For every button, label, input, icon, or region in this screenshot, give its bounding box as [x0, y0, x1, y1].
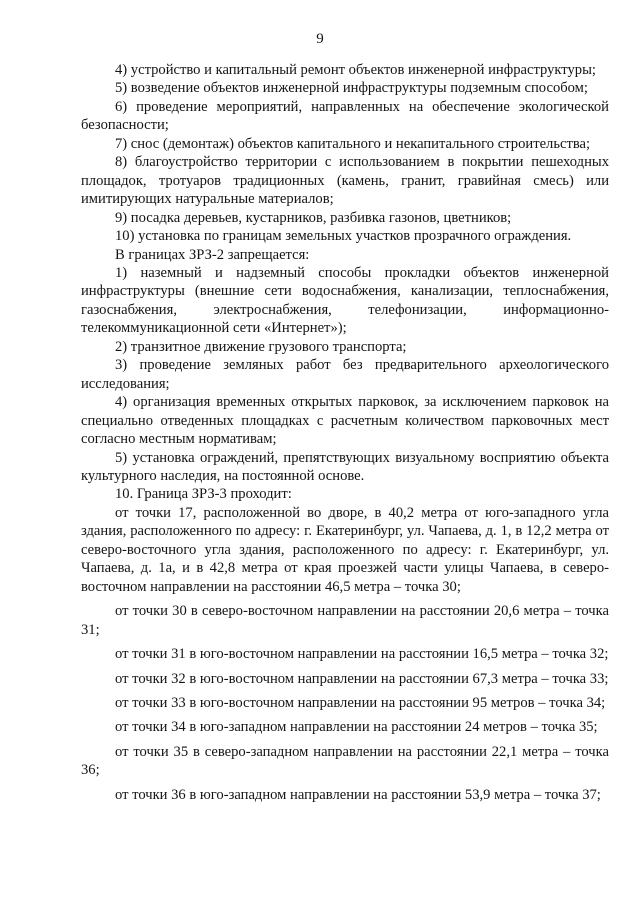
paragraph-zrz2-item-5: 5) установка ограждений, препятствующих визуальному восприятию объекта культурного наследия, на постоянной основе.: [81, 449, 609, 484]
paragraph-boundary-point-30: от точки 30 в северо-восточном направлении на расстоянии 20,6 метра – точка 31;: [81, 603, 609, 638]
paragraph-item-6: 6) проведение мероприятий, направленных на обеспечение экологической безопасности;: [81, 98, 609, 134]
paragraph-boundary-point-33: от точки 33 в юго-восточном направлении на расстоянии 95 метров – точка 34;: [115, 694, 606, 711]
paragraph-boundary-point-17: от точки 17, расположенной во дворе, в 40,2 метра от юго-западного угла здания, расположенного по адресу: г. Екатеринбург, ул. Чапаева, д. 1, в 12,2 метра от северо-восточного угла здания, расположенного по адресу: г. Екатеринбург, ул. Чапаева, д. 1а, и в 42,8 метра от края проезжей части улицы Чапаева, в северо-восточном направлении на расстоянии 46,5 метра – точка 30;: [81, 504, 609, 595]
paragraph-zrz2-heading: В границах ЗРЗ-2 запрещается:: [115, 246, 310, 263]
paragraph-item-8: 8) благоустройство территории с использованием в покрытии пешеходных площадок, тротуаров традиционных (камень, гранит, гравийная смесь) или имитирующих натуральные материалов;: [81, 154, 609, 208]
paragraph-boundary-point-36: от точки 36 в юго-западном направлении на расстоянии 53,9 метра – точка 37;: [115, 786, 601, 803]
paragraph-zrz2-item-1: 1) наземный и надземный способы прокладки объектов инженерной инфраструктуры (внешние сети водоснабжения, канализации, теплоснабжения, газоснабжения, электроснабжения, телефонизации, информационно-телекоммуникационной сети «Интернет»);: [81, 264, 609, 337]
paragraph-zrz3-heading: 10. Граница ЗРЗ-3 проходит:: [115, 486, 292, 503]
paragraph-zrz2-item-4: 4) организация временных открытых парковок, за исключением парковок на специально отведенных площадках с расчетным количеством парковочных мест согласно местным нормативам;: [81, 394, 609, 448]
paragraph-item-10: 10) установка по границам земельных участков прозрачного ограждения.: [115, 228, 572, 245]
paragraph-item-4: 4) устройство и капитальный ремонт объектов инженерной инфраструктуры;: [115, 62, 596, 78]
page-number: 9: [316, 31, 324, 47]
paragraph-item-5: 5) возведение объектов инженерной инфраструктуры подземным способом;: [115, 80, 588, 97]
paragraph-zrz2-item-3: 3) проведение земляных работ без предварительного археологического исследования;: [81, 357, 609, 392]
document-body: [81, 61, 609, 804]
paragraph-item-7: 7) снос (демонтаж) объектов капитального и некапитального строительства;: [115, 135, 591, 152]
paragraph-item-9: 9) посадка деревьев, кустарников, разбивка газонов, цветников;: [115, 209, 512, 226]
paragraph-boundary-point-32: от точки 32 в юго-восточном направлении на расстоянии 67,3 метра – точка 33;: [115, 670, 609, 687]
paragraph-zrz2-item-2: 2) транзитное движение грузового транспорта;: [115, 338, 407, 355]
paragraph-boundary-point-35: от точки 35 в северо-западном направлении на расстоянии 22,1 метра – точка 36;: [81, 743, 609, 779]
paragraph-boundary-point-34: от точки 34 в юго-западном направлении на расстоянии 24 метров – точка 35;: [115, 719, 598, 736]
paragraph-boundary-point-31: от точки 31 в юго-восточном направлении на расстоянии 16,5 метра – точка 32;: [115, 646, 609, 663]
